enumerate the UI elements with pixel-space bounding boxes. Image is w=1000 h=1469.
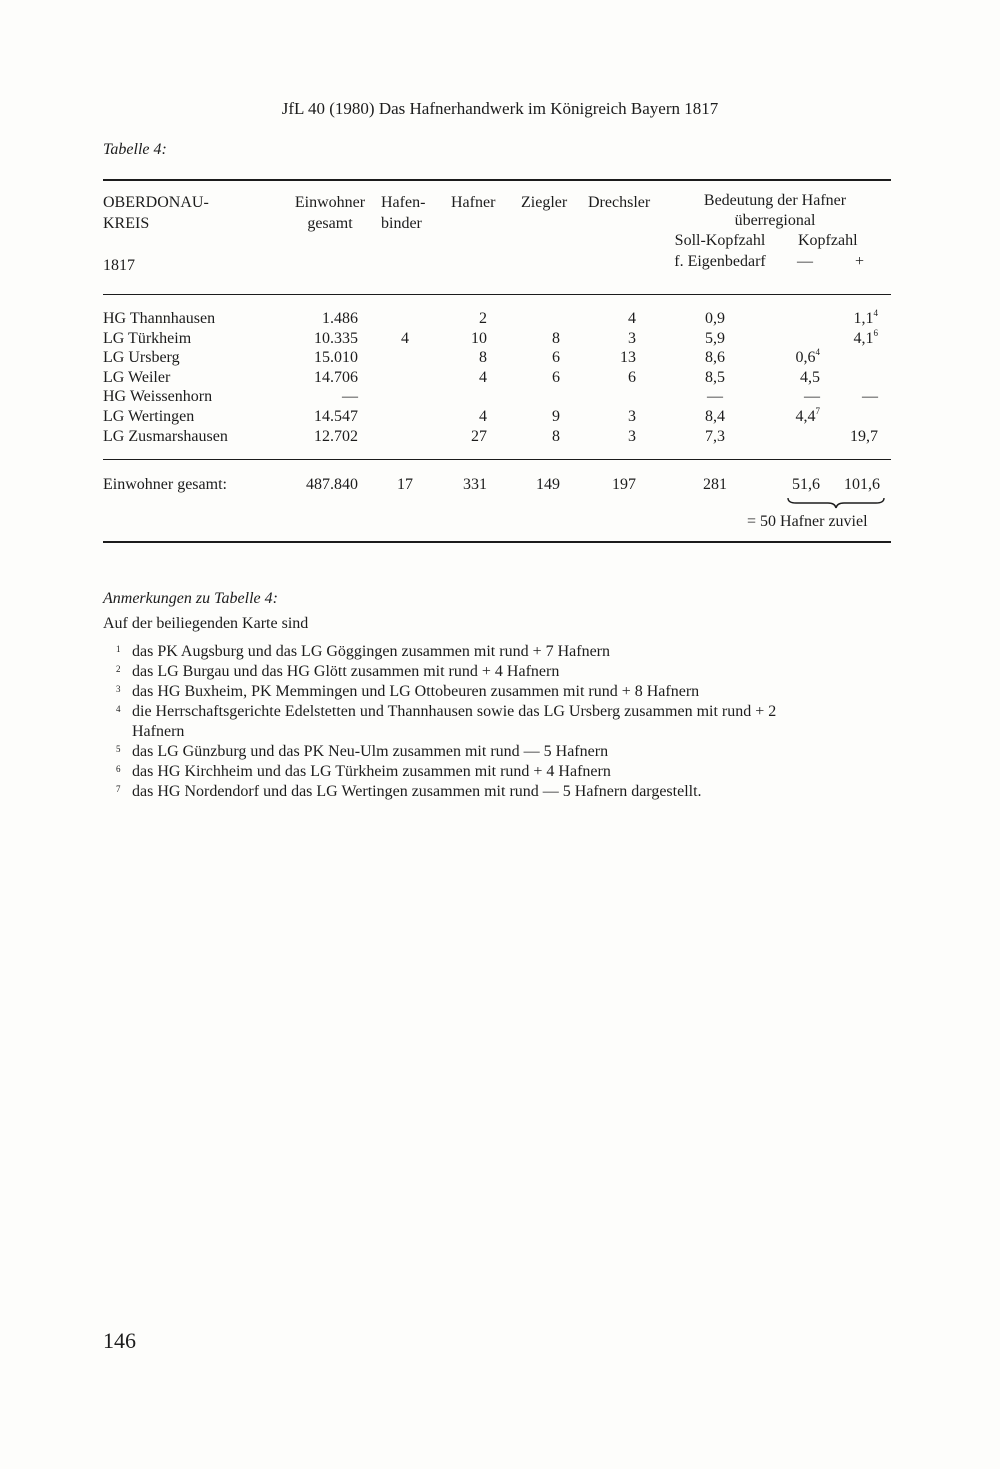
cell-name: LG Zusmarshausen: [103, 428, 228, 445]
cell-drechsler: 6: [628, 369, 636, 386]
note-text: Hafnern: [132, 723, 185, 740]
header-minus: —: [797, 253, 813, 270]
header-soll-line2: f. Eigenbedarf: [674, 253, 766, 270]
note-text: die Herrschaftsgerichte Edelstetten und Thannhausen sowie das LG Ursberg zusammen mit rund + 2: [132, 703, 777, 720]
note-text: das LG Burgau und das HG Glött zusammen mit rund + 4 Hafnern: [132, 663, 560, 680]
header-kopfzahl: Kopfzahl: [798, 232, 858, 249]
cell-hafner: 2: [479, 310, 487, 327]
cell-hafner: 4: [479, 408, 487, 425]
cell-drechsler: 3: [628, 408, 636, 425]
cell-plus: $1,1^4$: [853, 308, 878, 327]
cell-soll: 5,9: [705, 330, 725, 347]
total-hafenbinder: 17: [397, 476, 413, 493]
cell-minus: $4,4^7$: [795, 406, 820, 425]
note-mark: 2: [116, 664, 121, 674]
total-brace: [786, 497, 886, 511]
cell-name: LG Wertingen: [103, 408, 195, 425]
note-text: das PK Augsburg und das LG Göggingen zusammen mit rund + 7 Hafnern: [132, 643, 610, 660]
note-mark: 3: [116, 684, 121, 694]
table-bottom-rule: [103, 541, 891, 543]
table-caption: Tabelle 4:: [103, 141, 167, 158]
running-head: JfL 40 (1980) Das Hafnerhandwerk im Königreich Bayern 1817: [281, 99, 719, 118]
header-kreis-line2: KREIS: [103, 215, 150, 232]
header-bedeutung-line2: überregional: [734, 212, 816, 229]
cell-drechsler: 3: [628, 428, 636, 445]
note-text: das HG Buxheim, PK Memmingen und LG Ottobeuren zusammen mit rund + 8 Hafnern: [132, 683, 700, 700]
total-minus: 51,6: [792, 476, 820, 493]
cell-soll: 0,9: [705, 310, 725, 327]
total-difference: = 50 Hafner zuviel: [747, 513, 868, 530]
cell-einwohner: 14.706: [314, 369, 358, 386]
cell-hafner: 27: [471, 428, 487, 445]
cell-soll: —: [707, 388, 723, 405]
cell-einwohner: —: [342, 388, 358, 405]
header-plus: +: [855, 253, 865, 270]
cell-einwohner: 15.010: [314, 349, 358, 366]
footnote-ref: 7: [815, 406, 820, 416]
cell-name: HG Weissenhorn: [103, 388, 213, 405]
cell-ziegler: 9: [552, 408, 560, 425]
header-soll-line1: Soll-Kopfzahl: [674, 232, 766, 249]
cell-minus: 4,5: [800, 369, 820, 386]
cell-einwohner: 14.547: [314, 408, 358, 425]
cell-drechsler: 13: [620, 349, 636, 366]
cell-plus: $4,1^6$: [853, 328, 878, 347]
note-mark: 5: [116, 744, 121, 754]
note-mark: 6: [116, 764, 121, 774]
cell-hafner: 10: [471, 330, 487, 347]
cell-einwohner: 1.486: [322, 310, 358, 327]
cell-einwohner: 12.702: [314, 428, 358, 445]
total-drechsler: 197: [612, 476, 636, 493]
cell-name: LG Türkheim: [103, 330, 192, 347]
cell-plus: —: [862, 388, 878, 405]
cell-hafner: 4: [479, 369, 487, 386]
cell-ziegler: 8: [552, 428, 560, 445]
table-header-rule: [103, 294, 891, 295]
header-kreis-line1: OBERDONAU-: [103, 194, 209, 211]
header-einwohner-line1: Einwohner: [294, 194, 366, 211]
cell-name: LG Weiler: [103, 369, 171, 386]
cell-minus: $0,6^4$: [795, 347, 820, 366]
table-body-rule: [103, 459, 891, 460]
cell-ziegler: 8: [552, 330, 560, 347]
footnote-ref: 4: [815, 347, 820, 357]
note-mark: 1: [116, 644, 121, 654]
note-text: das HG Nordendorf und das LG Wertingen zusammen mit rund — 5 Hafnern dargestellt.: [132, 783, 702, 800]
cell-soll: 8,4: [705, 408, 725, 425]
cell-ziegler: 6: [552, 369, 560, 386]
total-hafner: 331: [463, 476, 487, 493]
cell-drechsler: 4: [628, 310, 636, 327]
note-mark: 7: [116, 784, 121, 794]
cell-drechsler: 3: [628, 330, 636, 347]
cell-ziegler: 6: [552, 349, 560, 366]
notes-intro: Auf der beiliegenden Karte sind: [103, 615, 309, 632]
cell-soll: 7,3: [705, 428, 725, 445]
header-hafenbinder-line1: Hafen-: [381, 194, 426, 211]
cell-minus: —: [804, 388, 820, 405]
total-soll: 281: [703, 476, 727, 493]
total-plus: 101,6: [844, 476, 880, 493]
footnote-ref: 6: [873, 328, 878, 338]
cell-soll: 8,6: [705, 349, 725, 366]
total-ziegler: 149: [536, 476, 560, 493]
footnote-ref: 4: [873, 308, 878, 318]
cell-soll: 8,5: [705, 369, 725, 386]
cell-name: HG Thannhausen: [103, 310, 216, 327]
header-einwohner-line2: gesamt: [307, 215, 353, 232]
total-label: Einwohner gesamt:: [103, 476, 227, 493]
cell-hafner: 8: [479, 349, 487, 366]
notes-heading: Anmerkungen zu Tabelle 4:: [103, 590, 278, 607]
note-text: das LG Günzburg und das PK Neu-Ulm zusammen mit rund — 5 Hafnern: [132, 743, 609, 760]
header-drechsler: Drechsler: [588, 194, 651, 211]
header-bedeutung-line1: Bedeutung der Hafner: [703, 192, 847, 209]
table-top-rule: [103, 179, 891, 181]
note-mark: 4: [116, 704, 121, 714]
header-hafner: Hafner: [451, 194, 496, 211]
cell-plus: 19,7: [850, 428, 878, 445]
note-text: das HG Kirchheim und das LG Türkheim zusammen mit rund + 4 Hafnern: [132, 763, 611, 780]
header-hafenbinder-line2: binder: [381, 215, 422, 232]
header-ziegler: Ziegler: [521, 194, 568, 211]
page-number: 146: [103, 1328, 136, 1353]
cell-name: LG Ursberg: [103, 349, 180, 366]
cell-einwohner: 10.335: [314, 330, 358, 347]
header-year: 1817: [103, 257, 135, 274]
total-einwohner: 487.840: [306, 476, 358, 493]
cell-hafenbinder: 4: [401, 330, 409, 347]
